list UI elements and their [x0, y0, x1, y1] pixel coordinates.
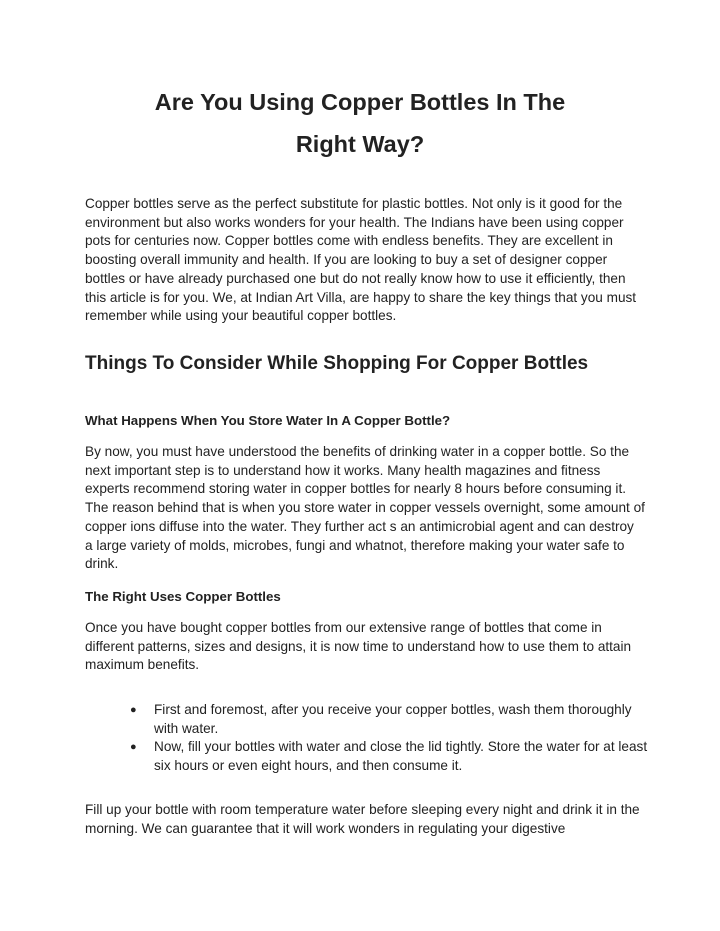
- list-item: [130, 701, 650, 738]
- intro-paragraph: Copper bottles serve as the perfect substitute for plastic bottles. Not only is it good for the environment but also works wonders for your health. The Indians have been using copper pots for centuries now. Copper bottles come with endless benefits. They are excellent in boosting overall immunity and health. If you are looking to buy a set of designer copper bottles or have already purchased one but do not really know how to use it efficiently, then this article is for you. We, at Indian Art Villa, are happy to share the key things that you must remember while using your beautiful copper bottles.: [85, 196, 637, 324]
- store-water-paragraph: By now, you must have understood the benefits of drinking water in a copper bottle. So the next important step is to understand how it works. Many health magazines and fitness experts recommend storing water in copper bottles for nearly 8 hours before consuming it. The reason behind that is when you store water in copper vessels overnight, some amount of copper ions diffuse into the water. They further act s an antimicrobial agent and can destroy a large variety of molds, microbes, fungi and whatnot, therefore making your water safe to drink.: [85, 444, 645, 572]
- bullet-icon: ●: [130, 704, 137, 716]
- article-title-line-2: Right Way?: [295, 131, 425, 157]
- section-heading: Things To Consider While Shopping For Copper Bottles: [85, 353, 589, 374]
- subheading-right-uses: The Right Uses Copper Bottles: [85, 589, 281, 604]
- bullet-text: Now, fill your bottles with water and close the lid tightly. Store the water for at least six hours or even eight hours, and then consume it.: [154, 739, 648, 774]
- closing-paragraph: Fill up your bottle with room temperature water before sleeping every night and drink it in the morning. We can guarantee that it will work wonders in regulating your digestive: [85, 802, 640, 836]
- bullet-text: First and foremost, after you receive your copper bottles, wash them thoroughly with water.: [154, 702, 632, 736]
- article-title-line-1: Are You Using Copper Bottles In The: [154, 89, 566, 115]
- right-uses-paragraph: Once you have bought copper bottles from our extensive range of bottles that come in different patterns, sizes and designs, it is now time to understand how to use them to attain maximum benefits.: [85, 620, 632, 673]
- article-title: [100, 81, 620, 165]
- usage-bullet-list: [130, 701, 650, 776]
- list-item: [130, 738, 650, 775]
- bullet-icon: ●: [130, 741, 137, 754]
- subheading-store-water: What Happens When You Store Water In A Copper Bottle?: [85, 413, 451, 428]
